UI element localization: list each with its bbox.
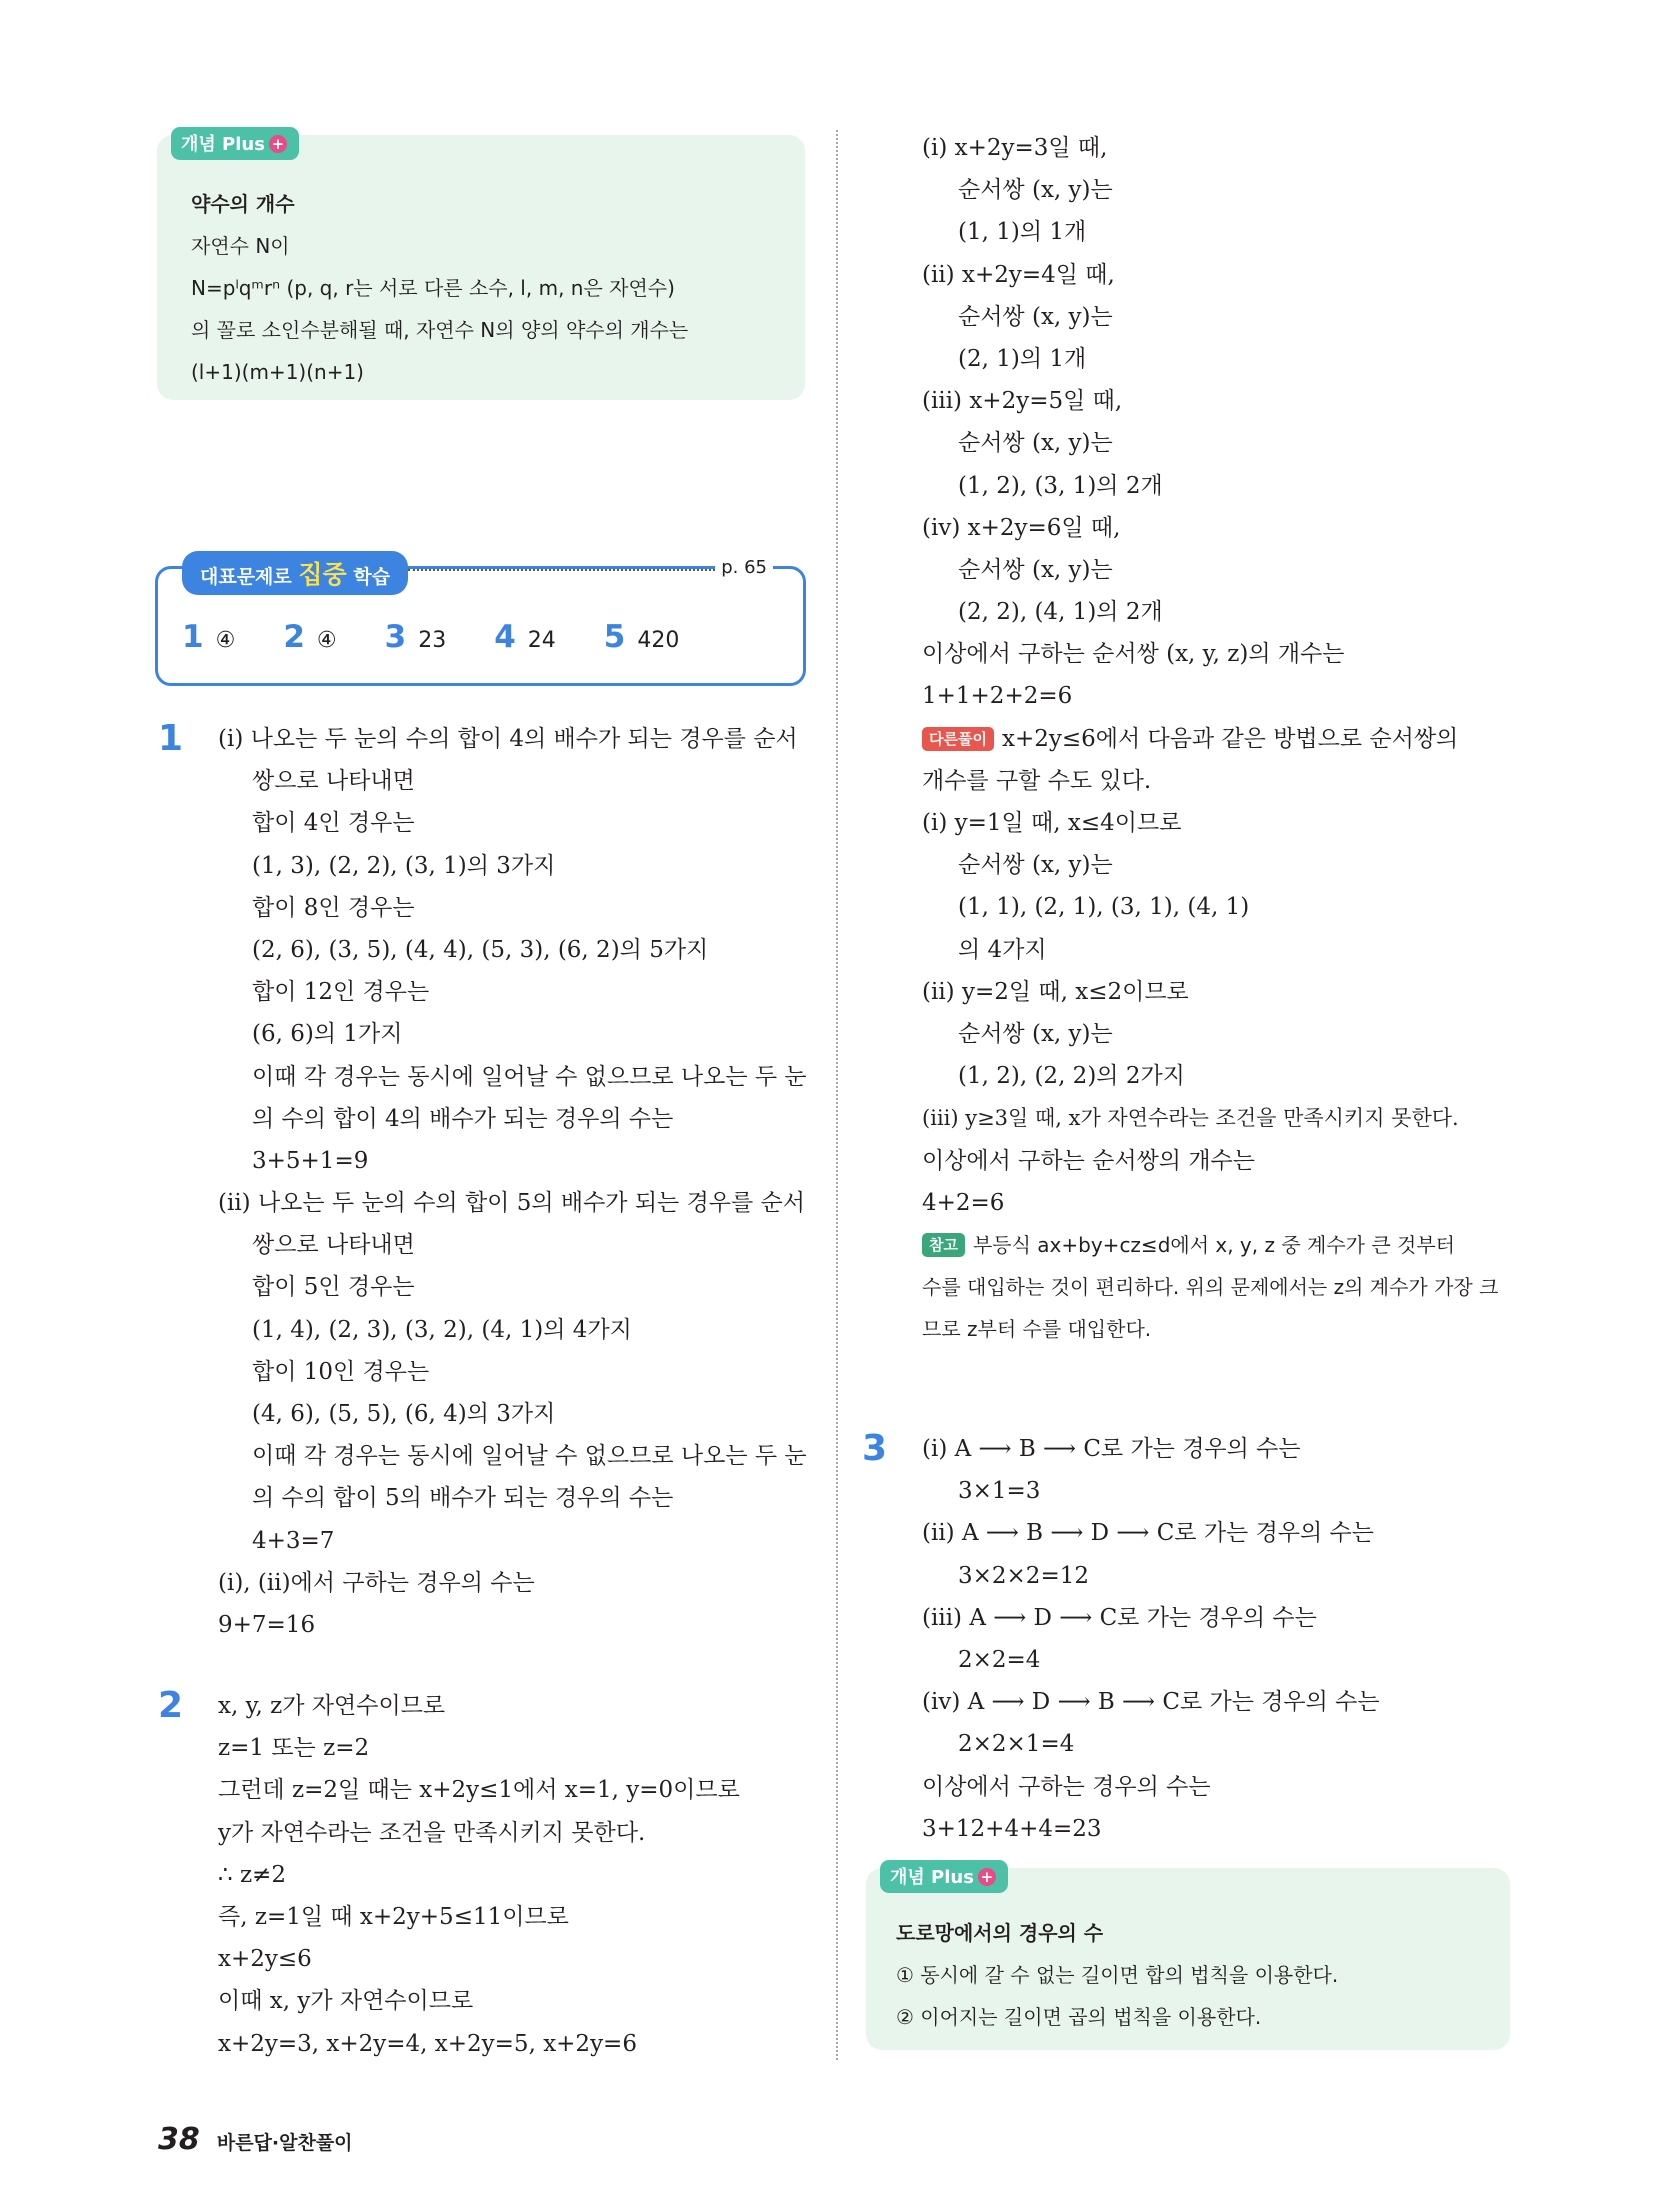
answer-value: 23 <box>418 628 447 653</box>
solution-line: 순서쌍 (x, y)는 <box>958 303 1113 330</box>
concept-plus-box-divisors <box>157 135 805 400</box>
solution-line: (1, 4), (2, 3), (3, 2), (4, 1)의 4가지 <box>252 1316 632 1343</box>
reference-note-line: 부등식 ax+by+cz≤d에서 x, y, z 중 계수가 큰 것부터 <box>972 1232 1455 1257</box>
rep-tag-big: 집중 <box>298 560 347 589</box>
solution-line: x+2y≤6에서 다음과 같은 방법으로 순서쌍의 <box>1001 725 1459 752</box>
solution-line: 이때 각 경우는 동시에 일어날 수 없으므로 나오는 두 눈 <box>252 1063 807 1090</box>
solution-line: (ⅰ) A ⟶ B ⟶ C로 가는 경우의 수는 <box>922 1436 1301 1462</box>
solution-line: 순서쌍 (x, y)는 <box>958 430 1113 457</box>
solution-line: 그런데 z=2일 때는 x+2y≤1에서 x=1, y=0이므로 <box>218 1777 740 1804</box>
concept-plus-line: ② 이어지는 길이면 곱의 법칙을 이용한다. <box>896 2005 1262 2029</box>
solution-line: (ⅱ) x+2y=4일 때, <box>922 261 1115 288</box>
solution-line: (1, 1)의 1개 <box>958 219 1087 246</box>
solution-line: 9+7=16 <box>218 1611 316 1638</box>
solution-line: 합이 4인 경우는 <box>252 810 415 837</box>
solution-line: 쌍으로 나타내면 <box>252 768 415 795</box>
solution-line: 합이 5인 경우는 <box>252 1274 415 1301</box>
solution-line: 3+5+1=9 <box>252 1147 369 1174</box>
solution-line: 이상에서 구하는 순서쌍 (x, y, z)의 개수는 <box>922 641 1345 668</box>
solution-line: (2, 2), (4, 1)의 2개 <box>958 599 1163 626</box>
answer-item <box>494 619 556 655</box>
concept-plus-tag <box>171 127 299 160</box>
solution-number-2: 2 <box>158 1685 184 1726</box>
concept-plus-line: ① 동시에 갈 수 없는 길이면 합의 법칙을 이용한다. <box>896 1963 1339 1987</box>
solution-line: (ⅳ) x+2y=6일 때, <box>922 514 1121 541</box>
solution-line: 4+3=7 <box>252 1527 335 1554</box>
answer-number: 3 <box>384 619 407 655</box>
answer-item <box>182 619 235 655</box>
plus-icon: + <box>978 1868 996 1886</box>
solution-line: 의 수의 합이 5의 배수가 되는 경우의 수는 <box>252 1485 674 1512</box>
answer-list <box>182 619 679 655</box>
solution-line: 순서쌍 (x, y)는 <box>958 1020 1113 1047</box>
solution-line: y가 자연수라는 조건을 만족시키지 못한다. <box>218 1819 646 1846</box>
solution-line: (ⅲ) A ⟶ D ⟶ C로 가는 경우의 수는 <box>922 1604 1317 1631</box>
solution-line: 순서쌍 (x, y)는 <box>958 852 1113 879</box>
concept-plus-tag <box>880 1860 1008 1893</box>
concept-plus-line: N=pˡqᵐrⁿ (p, q, r는 서로 다른 소수, l, m, n은 자연수) <box>191 276 675 300</box>
reference-note-line: 므로 z부터 수를 대입한다. <box>922 1317 1152 1342</box>
representative-problems-tag <box>182 551 408 595</box>
solution-line: x+2y≤6 <box>218 1946 312 1973</box>
solution-line: 1+1+2+2=6 <box>922 683 1073 710</box>
solution-line: ∴ z≠2 <box>218 1861 286 1888</box>
solution-line: 3+12+4+4=23 <box>922 1815 1102 1842</box>
solution-number-3: 3 <box>862 1428 888 1469</box>
representative-problems-box <box>155 557 806 686</box>
solution-line: 3×1=3 <box>958 1478 1041 1505</box>
solution-line: 즉, z=1일 때 x+2y+5≤11이므로 <box>218 1903 569 1930</box>
solution-line: (ⅲ) y≥3일 때, x가 자연수라는 조건을 만족시키지 못한다. <box>922 1106 1459 1131</box>
solution-line: (1, 3), (2, 2), (3, 1)의 3가지 <box>252 852 556 879</box>
solution-line: (ⅱ) A ⟶ B ⟶ D ⟶ C로 가는 경우의 수는 <box>922 1520 1374 1547</box>
solution-1-body <box>218 718 818 1646</box>
alt-solution-badge: 다른풀이 <box>922 727 994 751</box>
reference-note-header <box>922 1224 1522 1266</box>
solution-line: (ⅳ) A ⟶ D ⟶ B ⟶ C로 가는 경우의 수는 <box>922 1689 1380 1716</box>
reference-badge: 참고 <box>922 1233 965 1257</box>
solution-line: (1, 2), (3, 1)의 2개 <box>958 472 1163 499</box>
dotted-leader <box>408 569 723 571</box>
solution-line: z=1 또는 z=2 <box>218 1735 370 1762</box>
solution-number-1: 1 <box>158 718 184 759</box>
solution-line: (4, 6), (5, 5), (6, 4)의 3가지 <box>252 1401 556 1427</box>
solution-line: x, y, z가 자연수이므로 <box>218 1693 446 1719</box>
page-footer <box>158 2122 353 2157</box>
solution-line: x+2y=3, x+2y=4, x+2y=5, x+2y=6 <box>218 2030 637 2057</box>
answer-number: 4 <box>494 619 516 655</box>
solution-line: 4+2=6 <box>922 1189 1005 1216</box>
solution-line: 합이 12인 경우는 <box>252 979 430 1006</box>
solution-2-body <box>218 1685 818 2065</box>
solution-line: (ⅲ) x+2y=5일 때, <box>922 388 1123 415</box>
solution-line: (2, 1)의 1개 <box>958 345 1087 372</box>
reference-note-line: 수를 대입하는 것이 편리하다. 위의 문제에서는 z의 계수가 가장 크 <box>922 1275 1499 1300</box>
answer-item <box>283 619 336 655</box>
answer-item <box>385 619 447 655</box>
solution-line: 이상에서 구하는 순서쌍의 개수는 <box>922 1147 1255 1174</box>
solution-line: 순서쌍 (x, y)는 <box>958 556 1113 583</box>
rep-tag-suffix: 학습 <box>353 566 391 588</box>
solution-line: 개수를 구할 수도 있다. <box>922 767 1152 794</box>
answer-number: 5 <box>603 619 626 655</box>
answer-value: 420 <box>637 628 680 653</box>
answer-value: ④ <box>316 628 337 653</box>
concept-plus-line: 의 꼴로 소인수분해될 때, 자연수 N의 양의 약수의 개수는 <box>191 318 689 342</box>
solution-line: (ⅰ), (ⅱ)에서 구하는 경우의 수는 <box>218 1569 535 1596</box>
concept-plus-title: 약수의 개수 <box>191 192 295 216</box>
alt-solution-header <box>922 718 1522 760</box>
column-divider <box>836 130 838 2060</box>
solution-line: 쌍으로 나타내면 <box>252 1232 415 1259</box>
answer-number: 2 <box>283 619 305 655</box>
rep-tag-prefix: 대표문제로 <box>200 566 292 588</box>
solution-line: 3×2×2=12 <box>958 1562 1089 1589</box>
solution-line: (1, 1), (2, 1), (3, 1), (4, 1) <box>958 894 1250 921</box>
footer-label: 바른답·알찬풀이 <box>216 2132 353 2154</box>
answer-value: ④ <box>215 628 236 653</box>
solution-line: 합이 10인 경우는 <box>252 1358 430 1385</box>
plus-icon: + <box>269 135 287 153</box>
concept-plus-line: 자연수 N이 <box>191 234 290 258</box>
concept-plus-title: 도로망에서의 경우의 수 <box>896 1921 1104 1945</box>
solution-line: (ⅱ) 나오는 두 눈의 수의 합이 5의 배수가 되는 경우를 순서 <box>218 1190 805 1217</box>
answer-number: 1 <box>182 619 204 655</box>
solution-3-body <box>922 1428 1522 1850</box>
solution-line: 의 수의 합이 4의 배수가 되는 경우의 수는 <box>252 1105 674 1132</box>
solution-line: 이상에서 구하는 경우의 수는 <box>922 1773 1211 1800</box>
concept-plus-tag-label: 개념 Plus <box>890 1867 974 1888</box>
solution-line: 2×2×1=4 <box>958 1731 1075 1758</box>
solution-line: (2, 6), (3, 5), (4, 4), (5, 3), (6, 2)의 5가지 <box>252 936 709 963</box>
solution-2-continued <box>922 127 1522 1350</box>
page-number: 38 <box>158 2122 200 2157</box>
solution-line: 순서쌍 (x, y)는 <box>958 177 1113 204</box>
solution-line: (ⅱ) y=2일 때, x≤2이므로 <box>922 978 1189 1005</box>
concept-plus-tag-label: 개념 Plus <box>181 134 265 155</box>
solution-line: (ⅰ) y=1일 때, x≤4이므로 <box>922 810 1182 836</box>
solution-line: (6, 6)의 1가지 <box>252 1021 403 1048</box>
concept-plus-box-road-network <box>866 1868 1510 2050</box>
solution-line: 2×2=4 <box>958 1646 1041 1673</box>
answer-item <box>604 619 680 655</box>
page-reference: p. 65 <box>715 557 773 578</box>
solution-line: (ⅰ) x+2y=3일 때, <box>922 135 1108 161</box>
solution-line: 이때 각 경우는 동시에 일어날 수 없으므로 나오는 두 눈 <box>252 1443 807 1470</box>
solution-line: (ⅰ) 나오는 두 눈의 수의 합이 4의 배수가 되는 경우를 순서 <box>218 726 798 752</box>
solution-line: 합이 8인 경우는 <box>252 894 415 921</box>
concept-plus-line: (l+1)(m+1)(n+1) <box>191 360 364 384</box>
solution-line: 의 4가지 <box>958 936 1047 963</box>
solution-line: 이때 x, y가 자연수이므로 <box>218 1988 474 2015</box>
answer-value: 24 <box>527 628 556 653</box>
solution-line: (1, 2), (2, 2)의 2가지 <box>958 1063 1185 1090</box>
